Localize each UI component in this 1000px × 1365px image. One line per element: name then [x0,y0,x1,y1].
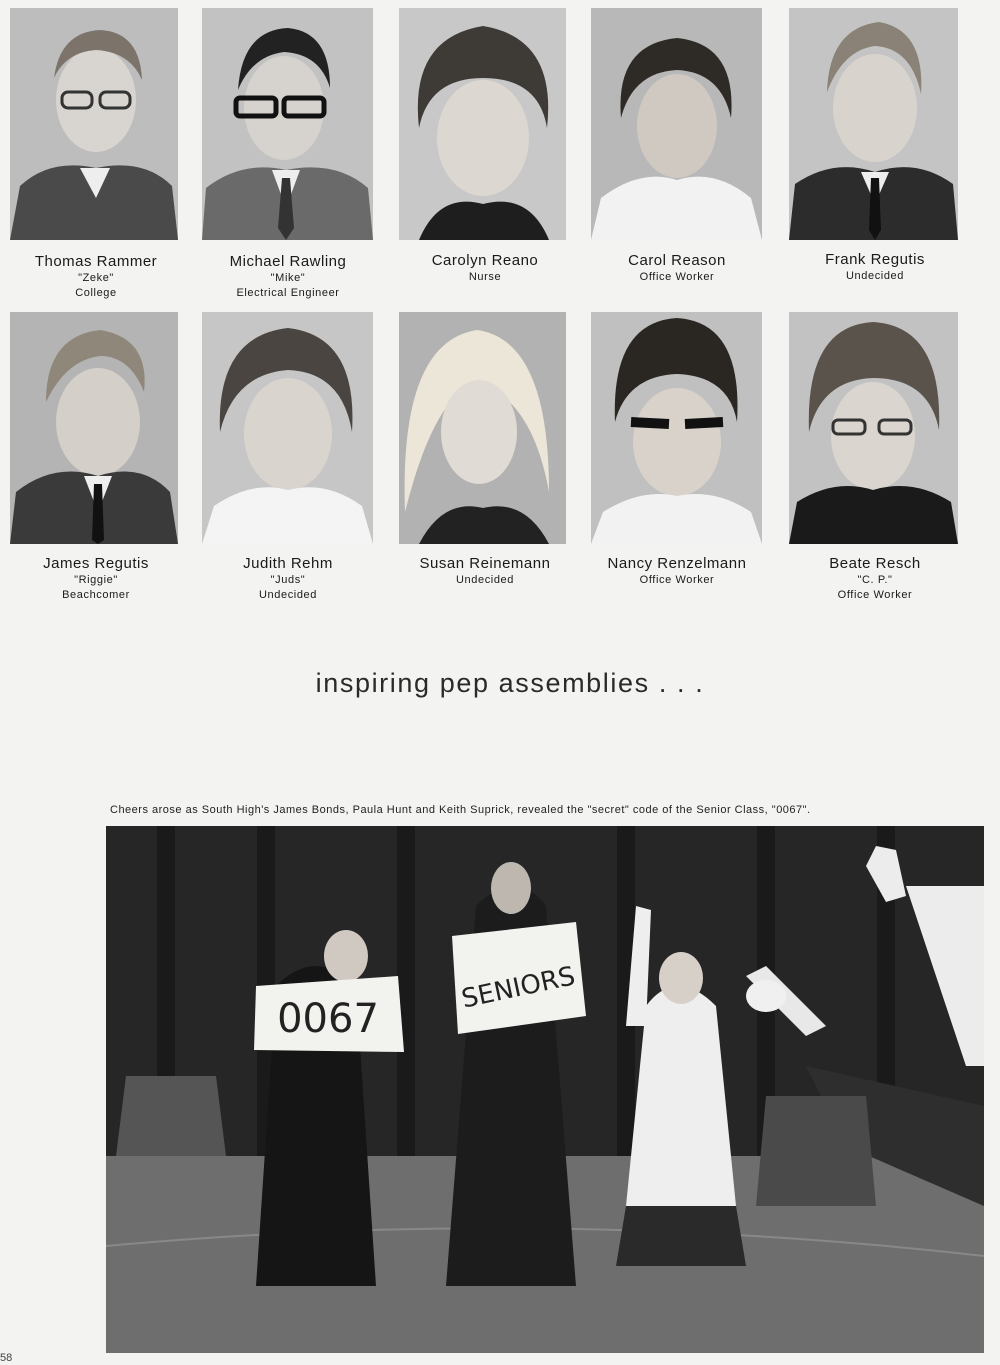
student-plans: Office Worker [639,271,715,283]
section-headline: inspiring pep assemblies . . . [315,668,705,698]
student-name: Michael Rawling [229,253,347,270]
student-plans: Undecided [846,270,904,282]
portrait-photo [399,312,566,544]
student-nickname: "Riggie" [74,574,118,586]
student-name: James Regutis [43,555,149,572]
student-name: Judith Rehm [243,555,333,572]
portrait-photo [10,312,178,544]
student-nickname: "C. P." [857,574,893,586]
student-plans: College [75,287,117,299]
student-name: Thomas Rammer [34,253,158,270]
student-name: Carol Reason [628,252,726,269]
student-name: Susan Reinemann [419,555,551,572]
student-name: Carolyn Reano [431,252,539,269]
sign-left-text: 0067 [277,996,379,1042]
student-name: Nancy Renzelmann [607,555,747,572]
student-plans: Beachcomer [62,589,130,601]
portrait-photo [789,8,958,240]
sign-right-text: SENIORS [459,961,578,1015]
student-nickname: "Juds" [270,574,306,586]
student-plans: Electrical Engineer [236,287,340,299]
student-name: Frank Regutis [825,251,925,268]
portrait-photo [591,8,762,240]
portrait-photo [202,8,373,240]
student-name: Beate Resch [829,555,921,572]
student-plans: Undecided [456,574,514,586]
assembly-photo [106,826,984,1353]
student-plans: Office Worker [837,589,913,601]
portrait-photo [399,8,566,240]
portrait-photo [591,312,762,544]
portrait-photo [202,312,373,544]
student-nickname: "Zeke" [78,272,114,284]
portrait-photo [10,8,178,240]
page-number: 58 [0,1352,13,1364]
student-nickname: "Mike" [270,272,306,284]
student-plans: Undecided [259,589,317,601]
portrait-photo [789,312,958,544]
photo-caption: Cheers arose as South High's James Bonds, Paula Hunt and Keith Suprick, revealed the "secret" code of the Senior Class, "0067". [110,804,811,816]
student-plans: Nurse [468,271,502,283]
student-plans: Office Worker [639,574,715,586]
